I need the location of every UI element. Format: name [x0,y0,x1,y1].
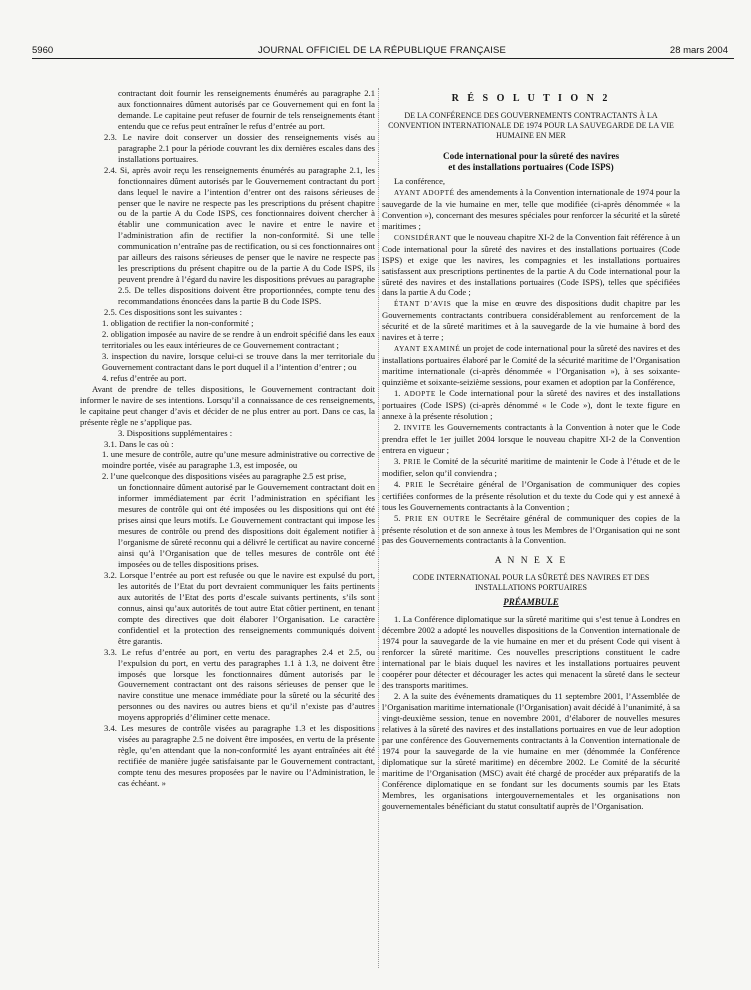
paragraph-3-4: 3.4. Les mesures de contrôle visées au paragraphe 1.3 et les dispositions visées au paragraphe 2.5 ne doivent être imposées, en vertu de la présente règle, qu’en attendant que la non-conformité les ayant entraînées ait été rectifiée de manière jugée satisfaisante par le Gouvernement contractant, compte tenu des mesures proposées par le navire ou l’Administration, le cas échéant. » [104,723,375,789]
paragraph-2-3: 2.3. Le navire doit conserver un dossier des renseignements visés au paragraphe 2.1 pour la période couvrant les dix dernières escales dans des installations portuaires. [104,131,375,164]
case-2: 2. l’une quelconque des dispositions visées au paragraphe 2.5 est prise, [102,471,347,482]
paragraph-2-4: 2.4. Si, après avoir reçu les renseignements énumérés au paragraphe 2.1, les fonctionnaires dûment autorisés par le Gouvernement contractant du port dans lequel le navire a l’intention d’entrer ont des raisons sérieuses de penser que le navire ne respecte pas les prescriptions du présent chapitre ou de la partie A du Code ISPS, ces fonctionnaires doivent chercher à établir une communication avec le navire et entre le navire et l’administration afin de rectifier la non-conformité. Si une telle communication n’entraîne pas de rectification, ou si ces fonctionnaires ont par ailleurs des raisons sérieuses de penser que le navire ne respecte pas les prescriptions du présent chapitre ou de la partie A du Code ISPS, ils peuvent prendre à l’égard du navire les dispositions prévues au paragraphe 2.5. De telles dispositions doivent être proportionnées, compte tenu des recommandations énoncées dans la partie B du Code ISPS. [104,164,375,307]
publication-date: 28 mars 2004 [669,45,728,56]
code-title-line-1: Code international pour la sûreté des navires [442,150,620,161]
measure-4: 4. refus d’entrée au port. [102,372,187,383]
preamble-paragraph-1: 1. La Conférence diplomatique sur la sûreté maritime qui s’est tenue à Londres en décembre 2002 a adopté les nouvelles dispositions de la Convention internationale de 1974 pour la sauvegarde de la vie humaine en mer et du présent Code qui visent à renforcer la sûreté maritime. Ces nouvelles prescriptions constituent le cadre international par le biais duquel les navires et les installations portuaires peuvent coopérer pour détecter et décourager les actes qui menacent la sûreté dans le secteur des transports maritimes. [382,614,680,691]
recital-adopted: AYANT ADOPTÉ des amendements à la Convention internationale de 1974 pour la sauvegarde de la vie humaine en mer, telle que modifiée (ci-après dénommée « la Convention »), concernant des mesures spéciales pour renforcer la sécurité et la sûreté maritimes ; [382,186,680,231]
section-3-heading: 3. Dispositions supplémentaires : [118,427,233,438]
article-3: 3. PRIE le Comité de la sécurité maritime de maintenir le Code à l’étude et de le modifier, selon qu’il conviendra ; [382,455,680,478]
article-2: 2. INVITE les Gouvernements contractants à la Convention à noter que le Code prendra effet le 1er juillet 2004 lorsque le nouveau chapitre XI-2 de la Convention entrera en vigueur ; [382,421,681,455]
paragraph-avant: Avant de prendre de telles dispositions, le Gouvernement contractant doit informer le navire de ses intentions. Lorsqu’il a connaissance de ces renseignements, le capitaine peut changer d’avis et décider de ne plus entrer au port. Dans ce cas, la présente règle ne s’applique pas. [80,383,375,427]
article-1: 1. ADOPTE le Code international pour la sûreté des navires et des installations portuaires (Code ISPS) (ci-après dénommé « le Code »), dont le texte figure en annexe à la présente résolution ; [382,388,680,421]
case-consequence: un fonctionnaire dûment autorisé par le Gouvernement contractant doit en informer immédiatement par écrit l’administration en spécifiant les mesures de contrôle qui ont été imposées ou les dispositions qui ont été prises ainsi que leurs motifs. Le Gouvernement contractant qui impose les mesures de contrôle ou prend des dispositions doit également notifier à l’organisme de sûreté reconnu qui a délivré le certificat au navire concerné ainsi qu’à l’Organisation que de telles mesures de contrôle ont été imposées ou de telles dispositions prises. [118,482,375,569]
paragraph-3-2: 3.2. Lorsque l’entrée au port est refusée ou que le navire est expulsé du port, les autorités de l’Etat du port devraient communiquer les faits pertinents aux autorités de l’Etat des ports d’escale suivants pertinents, s’ils sont connus, ainsi qu’aux autorités de tout autre Etat côtier pertinent, en tenant compte des directives que doit élaborer l’Organisation. Le caractère confidentiel et la protection des renseignements communiqués doivent être garantis. [104,569,375,646]
article-5: 5. PRIE EN OUTRE le Secrétaire général de communiquer des copies de la présente résolution et de son annexe à tous les Membres de l’Organisation qui ne sont pas des Gouvernements contractants à la Convention. [382,512,681,546]
annex-subtitle: CODE INTERNATIONAL POUR LA SÛRETÉ DES NAVIRES ET DES INSTALLATIONS PORTUAIRES [412,573,650,593]
page-number: 5960 [32,45,54,56]
journal-title: JOURNAL OFFICIEL DE LA RÉPUBLIQUE FRANÇAISE [257,45,507,56]
article-4: 4. PRIE le Secrétaire général de l’Organisation de communiquer des copies certifiées conformes de la présente résolution et du texte du Code qui y est annexé à tous les Gouvernements contractants à la Convention ; [382,478,681,512]
measure-3: 3. inspection du navire, lorsque celui-ci se trouve dans la mer territoriale du Gouvernement contractant dans le port duquel il a l’intention d’entrer ; ou [102,350,375,372]
code-title-line-2: et des installations portuaires (Code ISPS) [448,161,614,172]
paragraph-3-3: 3.3. Le refus d’entrée au port, en vertu des paragraphes 2.4 et 2.5, ou l’expulsion du port, en vertu des paragraphes 1.1 à 1.3, ne doivent être imposés que lorsque les fonctionnaires dûment autorisés par le Gouvernement contractant ont des raisons sérieuses de penser que le navire constitue une menace immédiate pour la sûreté ou la sécurité des personnes ou des navires ou autres biens et qu’il n’existe pas d’autres moyens appropriés d’éliminer cette menace. [104,646,375,723]
recital-opinion: ÉTANT D’AVIS que la mise en œuvre des dispositions dudit chapitre par les Gouvernements contractants contribuera considérablement au renforcement de la sécurité et de la sûreté maritimes et à la sauvegarde de la vie humaine à bord des navires et à terre ; [382,298,680,343]
annex-heading: A N N E X E [494,556,568,567]
paragraph-2-5: 2.5. Ces dispositions sont les suivantes : [104,307,242,318]
resolution-title: R É S O L U T I O N 2 [451,93,611,104]
paragraph-3-1: 3.1. Dans le cas où : [104,438,174,449]
preamble-paragraph-2: 2. A la suite des événements dramatiques du 11 septembre 2001, l’Assemblée de l’Organisation maritime internationale (l’Organisation) avait décidé à l’unanimité, à sa vingt-deuxième session, tenue en novembre 2001, d’élaborer de nouvelles mesures relatives à la sûreté des navires et des installations portuaires en vue de leur adoption par une conférence des Gouvernements contractants à la Convention internationale de 1974 pour la sauvegarde de la vie humaine en mer (dénommée la Conférence diplomatique sur la sûreté maritime) en décembre 2002. Le Comité de la sécurité maritime de l’Organisation (MSC) avait été chargé de procéder aux préparatifs de la Conférence diplomatique en se fondant sur les documents soumis par les Etats Membres, les organisations intergouvernementales et les organisations non gouvernementales bénéficiant du statut consultatif auprès de l’Organisation. [382,690,680,811]
paragraph-continuation: contractant doit fournir les renseignements énumérés au paragraphe 2.1 aux fonctionnaires dûment autorisés par ce Gouvernement qui en font la demande. Le capitaine peut refuser de fournir de tels renseignements étant entendu que ce refus peut entraîner le refus d’entrée au port. [118,88,375,131]
measure-2: 2. obligation imposée au navire de se rendre à un endroit spécifié dans les eaux territoriales ou les eaux intérieures de ce Gouvernement contractant ; [102,328,375,350]
case-1: 1. une mesure de contrôle, autre qu’une mesure administrative ou corrective de moindre portée, visée au paragraphe 1.3, est imposée, ou [102,449,375,471]
column-divider [378,88,379,968]
header-rule [32,58,734,59]
recital-considering: CONSIDÉRANT que le nouveau chapitre XI-2 de la Convention fait référence à un Code international pour la sûreté des navires et des installations portuaires (Code ISPS) et exige que les navires, les compagnies et les installations portuaires satisfassent aux prescriptions pertinentes de la partie A du Code international pour la sûreté des navires et des installations portuaires (Code ISPS), telles que spécifiées dans la partie A du Code ; [382,231,680,298]
measure-1: 1. obligation de rectifier la non-conformité ; [102,318,254,329]
left-column [80,88,375,789]
conference-label: La conférence, [394,175,446,186]
recital-examined: AYANT EXAMINÉ un projet de code international pour la sûreté des navires et des installations portuaires élaboré par le Comité de la sécurité maritime de l’Organisation maritime internationale (ci-après dénommée « l’Organisation »), à ses soixante-quinzième et soixante-seizième sessions, pour examen et adoption par la Conférence, [382,343,680,388]
preamble-heading: PRÉAMBULE [503,597,559,608]
resolution-subtitle: DE LA CONFÉRENCE DES GOUVERNEMENTS CONTRACTANTS À LA CONVENTION INTERNATIONALE DE 1974 POUR LA SAUVEGARDE DE LA VIE HUMAINE EN MER [388,110,674,140]
right-column [382,88,680,811]
